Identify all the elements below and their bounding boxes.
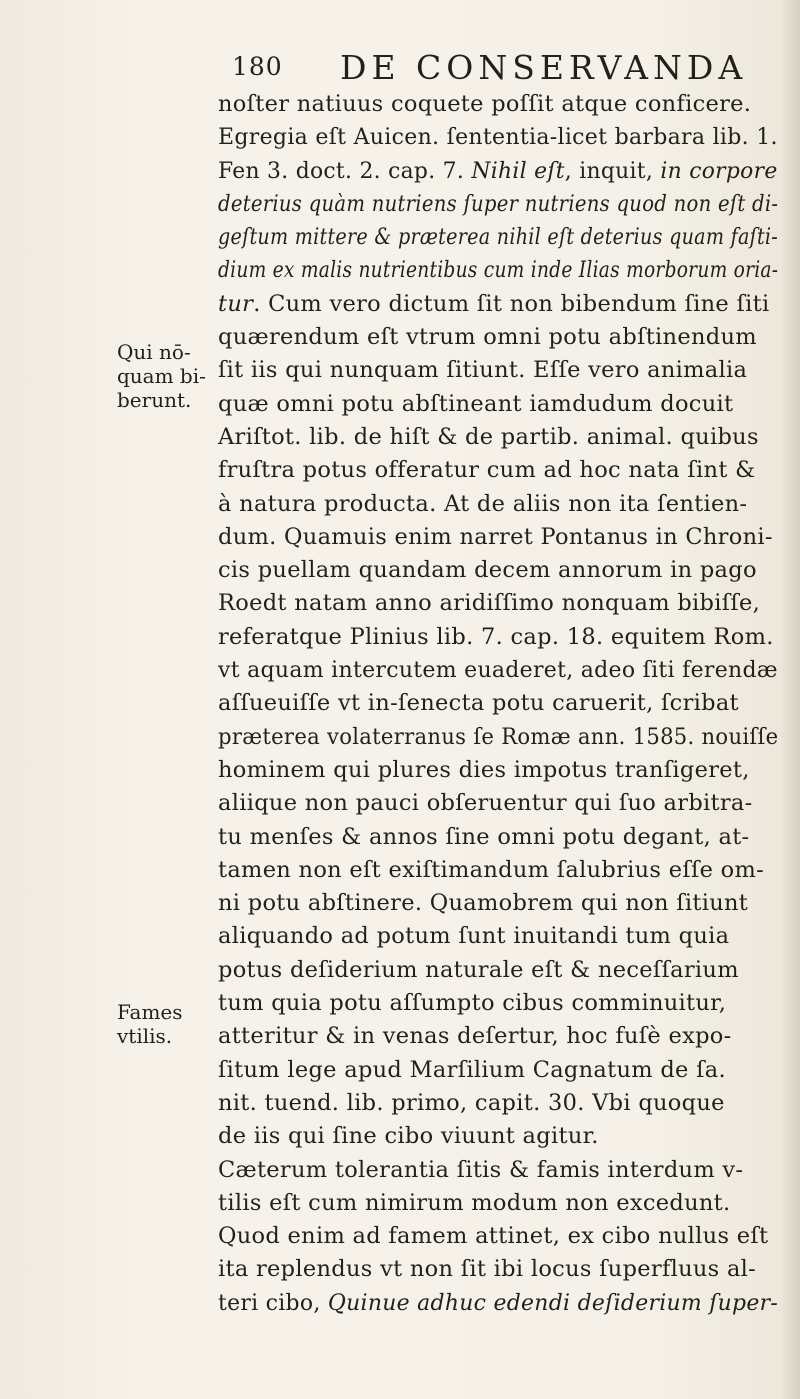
text-run: ſit iis qui nunquam ſitiunt. Eſſe vero animalia — [218, 357, 748, 384]
text-run: nit. tuend. lib. primo, capit. 30. Vbi quoque — [218, 1089, 725, 1116]
text-line — [218, 354, 778, 387]
text-run: tum quia potu aſſumpto cibus comminuitur, — [218, 990, 727, 1017]
text-run: Quod enim ad famem attinet, ex cibo nullus eſt — [218, 1223, 769, 1250]
text-line — [218, 954, 778, 987]
text-line — [218, 1020, 778, 1053]
text-run: aſſueuiſſe vt in-ſenecta potu caruerit, ſcribat — [218, 690, 739, 717]
margin-note-qui-nonquam — [117, 340, 207, 412]
text-run: quæ omni potu abſtineant iamdudum docuit — [218, 390, 734, 417]
text-line — [218, 721, 779, 754]
text-run: . Cum vero dictum ſit non bibendum ſine ſiti — [253, 290, 770, 317]
italic-run: Nihil eſt — [471, 157, 565, 184]
text-line — [218, 787, 778, 820]
text-run: ita replendus vt non ſit ibi locus ſuperfluus al- — [218, 1256, 757, 1283]
text-run: aliquando ad potum ſunt inuitandi tum quia — [218, 923, 730, 950]
text-line — [218, 887, 778, 920]
text-line — [218, 454, 778, 487]
text-run: teri cibo, — [218, 1289, 328, 1316]
text-line — [218, 321, 778, 354]
text-line — [218, 121, 778, 154]
text-run: tamen non eſt exiſtimandum ſalubrius eſſe om- — [218, 856, 765, 883]
page-edge-shadow — [780, 0, 800, 1399]
text-run: noſter natiuus coquete poſſit atque conficere. — [218, 91, 752, 117]
text-run: hominem qui plures dies impotus tranſigeret, — [218, 756, 750, 783]
text-run: Ariſtot. lib. de hiſt & de partib. animal. quibus — [218, 423, 759, 450]
text-line — [218, 587, 778, 620]
text-run: Roedt natam anno aridiſſimo nonquam bibiſſe, — [218, 590, 761, 617]
text-line — [218, 155, 778, 188]
margin-note-line: berunt. — [117, 388, 192, 412]
italic-run: in corpore — [660, 157, 778, 184]
text-line — [218, 388, 778, 421]
text-run: atteritur & in venas deſertur, hoc fuſè expo- — [218, 1023, 732, 1050]
italic-run: Quinue adhuc edendi deſiderium ſuper- — [327, 1289, 779, 1316]
italic-run: geſtum mittere & præterea nihil eſt deterius quam faſti- — [218, 224, 779, 251]
text-line — [218, 920, 778, 953]
text-run: potus deſiderium naturale eſt & neceſſarium — [218, 956, 739, 983]
text-line — [218, 1154, 778, 1187]
text-line — [218, 554, 778, 587]
text-run: à natura producta. At de aliis non ita ſentien- — [218, 490, 748, 517]
text-line — [218, 1287, 779, 1320]
margin-note-line: Qui nō- — [117, 340, 191, 364]
text-run: fruſtra potus offeratur cum ad hoc nata ſint & — [218, 457, 756, 484]
text-run: ſitum lege apud Marſilium Cagnatum de ſa. — [218, 1056, 726, 1083]
text-line — [218, 521, 778, 554]
text-run: aliique non pauci obſeruentur qui ſuo arbitra- — [218, 790, 753, 817]
text-line — [218, 254, 779, 287]
text-line — [218, 221, 779, 254]
text-line — [218, 754, 778, 787]
text-line — [218, 1253, 778, 1286]
text-line — [218, 1120, 778, 1153]
text-run: dum. Quamuis enim narret Pontanus in Chroni- — [218, 523, 773, 550]
text-line — [218, 821, 778, 854]
text-line — [218, 488, 778, 521]
text-line — [218, 854, 778, 887]
text-line — [218, 188, 779, 221]
italic-run: dium ex malis nutrientibus cum inde Ilias morborum oria- — [218, 257, 779, 284]
text-line — [218, 88, 778, 121]
text-line — [218, 621, 778, 654]
text-run: tu menſes & annos ſine omni potu degant, at- — [218, 823, 750, 850]
text-line — [218, 1087, 778, 1120]
text-line — [218, 1187, 778, 1220]
italic-run: deterius quàm nutriens ſuper nutriens quod non eſt di- — [218, 190, 779, 217]
text-line — [218, 987, 778, 1020]
running-head — [232, 48, 752, 88]
text-run: quærendum eſt vtrum omni potu abſtinendum — [218, 324, 757, 351]
text-run: de iis qui ſine cibo viuunt agitur. — [218, 1123, 599, 1150]
page-number: 180 — [232, 52, 283, 81]
text-line — [218, 288, 778, 321]
running-title: DE CONSERVANDA — [340, 48, 748, 87]
text-run: Fen 3. doct. 2. cap. 7. — [218, 157, 472, 184]
margin-note-line: quam bi- — [117, 364, 206, 388]
text-line — [218, 421, 778, 454]
margin-note-line: Fames — [117, 1000, 183, 1024]
text-run: , inquit, — [564, 157, 661, 184]
body-text — [218, 88, 778, 1320]
text-line — [218, 1220, 778, 1253]
text-line — [218, 1054, 778, 1087]
text-line — [218, 654, 778, 687]
text-run: Cæterum tolerantia ſitis & famis interdum v- — [218, 1156, 744, 1183]
italic-run: tur — [218, 290, 254, 317]
margin-note-fames — [117, 1000, 207, 1048]
text-run: Egregia eſt Auicen. ſententia-licet barbara lib. 1. — [218, 124, 778, 151]
text-run: cis puellam quandam decem annorum in pago — [218, 557, 757, 584]
text-line — [218, 687, 778, 720]
text-run: vt aquam intercutem euaderet, adeo ſiti ferendæ — [218, 657, 778, 684]
text-run: præterea volaterranus ſe Romæ ann. 1585. nouiſſe — [218, 723, 779, 750]
text-run: ni potu abſtinere. Quamobrem qui non ſitiunt — [218, 890, 749, 917]
text-run: referatque Plinius lib. 7. cap. 18. equitem Rom. — [218, 623, 774, 650]
text-run: tilis eſt cum nimirum modum non excedunt. — [218, 1189, 731, 1216]
margin-note-line: vtilis. — [117, 1024, 173, 1048]
